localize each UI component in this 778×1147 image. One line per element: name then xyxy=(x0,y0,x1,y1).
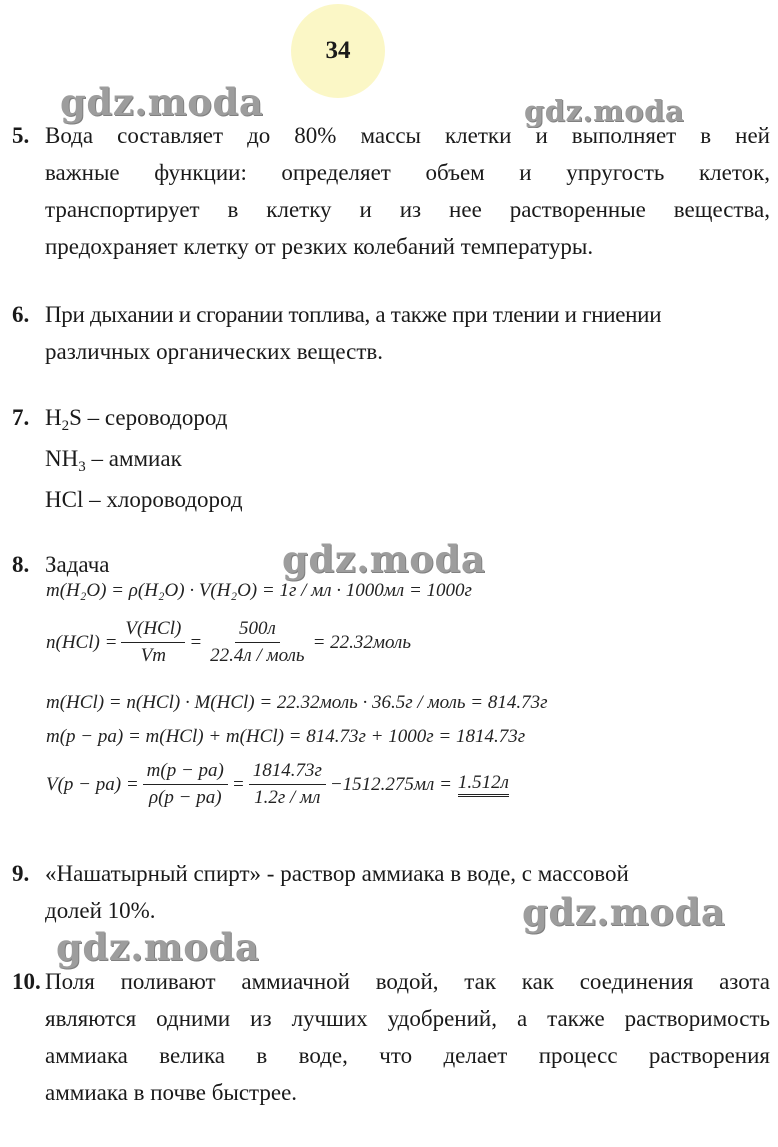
answer-item-7 xyxy=(12,399,770,518)
text-line: аммиака в почве быстрее. xyxy=(45,1080,298,1105)
task-title: Задача xyxy=(45,552,110,577)
item-number: 6. xyxy=(12,302,30,327)
item-text xyxy=(45,296,770,370)
item-number: 8. xyxy=(12,552,30,577)
answer-item-8 xyxy=(12,546,770,583)
watermark: gdz.moda xyxy=(56,925,260,969)
page-number: 34 xyxy=(325,37,351,64)
item-text xyxy=(45,963,770,1111)
final-answer: 1.512л xyxy=(458,772,509,797)
item-number: 7. xyxy=(12,405,30,430)
formula-solution-volume: V(p − pa) = $\frac{m(p - pa)}{\rho(p - pa)}$ = $\frac{1814.73г}{1.2г / мл}$ −1512.275мл = 1.512л xyxy=(46,760,509,808)
item-number: 10. xyxy=(12,969,41,994)
answer-item-5 xyxy=(12,117,770,265)
formula-solution-mass: m(p − pa) = m(HCl) + m(HCl) = 814.73г + 1000г = 1814.73г xyxy=(46,726,526,747)
compound-hcl: HCl – хлороводород xyxy=(45,487,243,512)
page-number-badge xyxy=(291,4,385,98)
text-line: аммиака велика в воде, что делает процесс растворения xyxy=(45,1043,770,1068)
item-text xyxy=(45,117,770,265)
item-text xyxy=(45,855,770,929)
formula-hcl-moles: n(HCl) = $\frac{\text{V(HCl)}}{Vm}$ = $\frac{500л}{\text{22.4л / моль}}$ = 22.32моль xyxy=(46,618,411,666)
watermark: gdz.moda xyxy=(522,890,726,934)
text-line: транспортирует в клетку и из нее растворенные вещества, xyxy=(45,197,770,222)
item-number: 9. xyxy=(12,861,30,886)
answer-item-10 xyxy=(12,963,770,1111)
formula-hcl-mass: m(HCl) = n(HCl) · M(HCl) = 22.32моль · 36.5г / моль = 814.73г xyxy=(46,692,548,713)
compound-h2s: $H_2S$ – сероводород xyxy=(45,405,228,434)
watermark: gdz.moda xyxy=(524,94,685,128)
fraction: $\frac{\text{V(HCl)}}{Vm}$ xyxy=(121,618,185,667)
fraction: $\frac{m(p - pa)}{\rho(p - pa)}$ xyxy=(143,760,228,809)
text-line: различных органических веществ. xyxy=(45,339,384,364)
formula-water-mass: m(H₂O) = ρ(H₂O) · V(H₂O) = 1г / мл · 1000мл = 1000г xyxy=(46,580,472,601)
text-line: Вода составляет до 80% массы клетки и выполняет в ней xyxy=(45,123,770,148)
text-line: предохраняет клетку от резких колебаний температуры. xyxy=(45,234,594,259)
watermark: gdz.moda xyxy=(60,80,264,124)
text-line: являются одними из лучших удобрений, а также растворимость xyxy=(45,1006,770,1031)
answer-item-9 xyxy=(12,855,770,929)
text-line: Поля поливают аммиачной водой, так как соединения азота xyxy=(45,969,770,994)
text-line: При дыхании и сгорании топлива, а также при тлении и гниении xyxy=(45,302,662,327)
text-line: долей 10%. xyxy=(45,898,156,923)
watermark: gdz.moda xyxy=(282,537,486,581)
text-line: «Нашатырный спирт» - раствор аммиака в воде, с массовой xyxy=(45,861,629,886)
text-line: важные функции: определяет объем и упругость клеток, xyxy=(45,160,770,185)
compound-list xyxy=(45,399,770,518)
compound-nh3: $NH_3$ – аммиак xyxy=(45,446,182,475)
item-number: 5. xyxy=(12,123,30,148)
answer-item-6 xyxy=(12,296,770,370)
fraction: $\frac{500л}{\text{22.4л / моль}}$ xyxy=(210,618,305,666)
fraction: $\frac{1814.73г}{1.2г / мл}$ xyxy=(249,760,326,809)
